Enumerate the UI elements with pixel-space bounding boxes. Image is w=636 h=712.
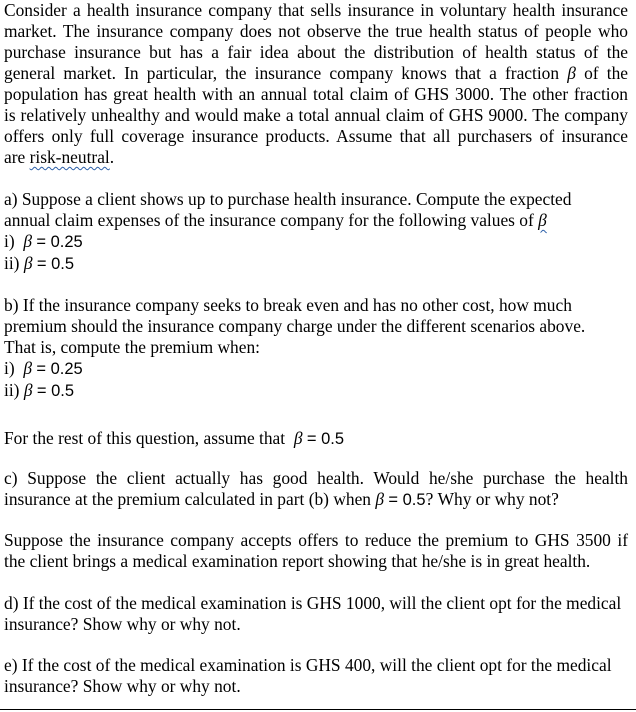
part-a-item-ii — [4, 253, 628, 275]
item-value: = 0.25 — [36, 233, 83, 251]
part-b-item-i — [4, 358, 628, 380]
part-a-line-2-text: annual claim expenses of the insurance company for the following values of — [4, 210, 534, 230]
part-b-line-1: b) If the insurance company seeks to break even and has no other cost, how much — [4, 295, 572, 315]
beta-symbol: β — [23, 231, 32, 251]
intro-line-5: population has great health with an annual total claim of GHS 3000. The other fraction — [4, 84, 628, 104]
intro-line-6: is relatively unhealthy and would make a total annual claim of GHS 9000. The company — [4, 105, 628, 125]
risk-neutral-term: risk-neutral — [29, 147, 110, 167]
intro-line-8 — [4, 147, 628, 168]
intro-line-2: market. The insurance company does not observe the true health status of people who — [4, 21, 628, 41]
part-a-line-2 — [4, 210, 628, 231]
intro-paragraph — [4, 0, 628, 168]
offer-line-1: Suppose the insurance company accepts offers to reduce the premium to GHS 3500 if — [4, 530, 628, 550]
item-label: i) — [4, 358, 15, 378]
item-value: = 0.25 — [36, 360, 83, 378]
assumption-text: For the rest of this question, assume that — [4, 428, 286, 448]
intro-line-1: Consider a health insurance company that sells insurance in voluntary health insurance — [4, 0, 628, 20]
part-d-line-2: insurance? Show why or why not. — [4, 614, 241, 634]
intro-line-3: purchase insurance but has a fair idea about the distribution of health status of the — [4, 42, 628, 62]
beta-symbol: β — [538, 210, 547, 230]
beta-symbol: β — [293, 428, 303, 448]
item-label: i) — [4, 231, 15, 251]
part-b-line-2: premium should the insurance company charge under the different scenarios above. — [4, 316, 586, 336]
part-c-line-2-text: insurance at the premium calculated in part (b) when — [4, 489, 371, 509]
part-c-line-2 — [4, 489, 628, 511]
part-b-line-3: That is, compute the premium when: — [4, 337, 260, 357]
intro-line-7: offers only full coverage insurance products. Assume that all purchasers of insurance — [4, 126, 628, 146]
intro-line-8-period: . — [109, 147, 115, 167]
part-b-item-ii — [4, 380, 628, 402]
part-c-value: = 0.5 — [388, 491, 426, 509]
intro-line-4-tail: of the — [584, 63, 628, 83]
assumption-text-wrap — [4, 428, 628, 450]
beta-symbol: β — [567, 63, 576, 83]
intro-line-4 — [4, 63, 628, 84]
beta-symbol: β — [23, 253, 33, 273]
part-a — [4, 189, 628, 275]
part-a-line-1: a) Suppose a client shows up to purchase health insurance. Compute the expected — [4, 189, 572, 209]
item-label: ii) — [4, 253, 20, 273]
intro-line-8-text: are — [4, 147, 26, 167]
part-b — [4, 295, 628, 402]
offer-line-2: the client brings a medical examination report showing that he/she is in great health. — [4, 551, 591, 571]
part-a-item-i — [4, 231, 628, 253]
part-e — [4, 655, 628, 697]
assumption-line — [4, 428, 628, 450]
item-value: = 0.5 — [36, 255, 75, 273]
offer-paragraph — [4, 530, 628, 572]
part-e-line-1: e) If the cost of the medical examination is GHS 400, will the client opt for the medical — [4, 655, 612, 675]
part-d-line-1: d) If the cost of the medical examination is GHS 1000, will the client opt for the medical — [4, 593, 622, 613]
part-c — [4, 468, 628, 511]
part-e-line-2: insurance? Show why or why not. — [4, 676, 241, 696]
bottom-divider — [0, 709, 636, 710]
intro-line-4-text: general market. In particular, the insurance company knows that a fraction — [4, 63, 560, 83]
part-d — [4, 593, 628, 635]
beta-symbol: β — [23, 358, 32, 378]
part-c-line-2-tail: ? Why or why not? — [425, 489, 559, 509]
item-value: = 0.5 — [36, 382, 75, 400]
beta-symbol: β — [23, 380, 33, 400]
item-label: ii) — [4, 380, 20, 400]
part-c-line-1: c) Suppose the client actually has good health. Would he/she purchase the health — [4, 468, 628, 488]
beta-symbol: β — [375, 489, 385, 509]
assumption-value: = 0.5 — [306, 430, 345, 448]
